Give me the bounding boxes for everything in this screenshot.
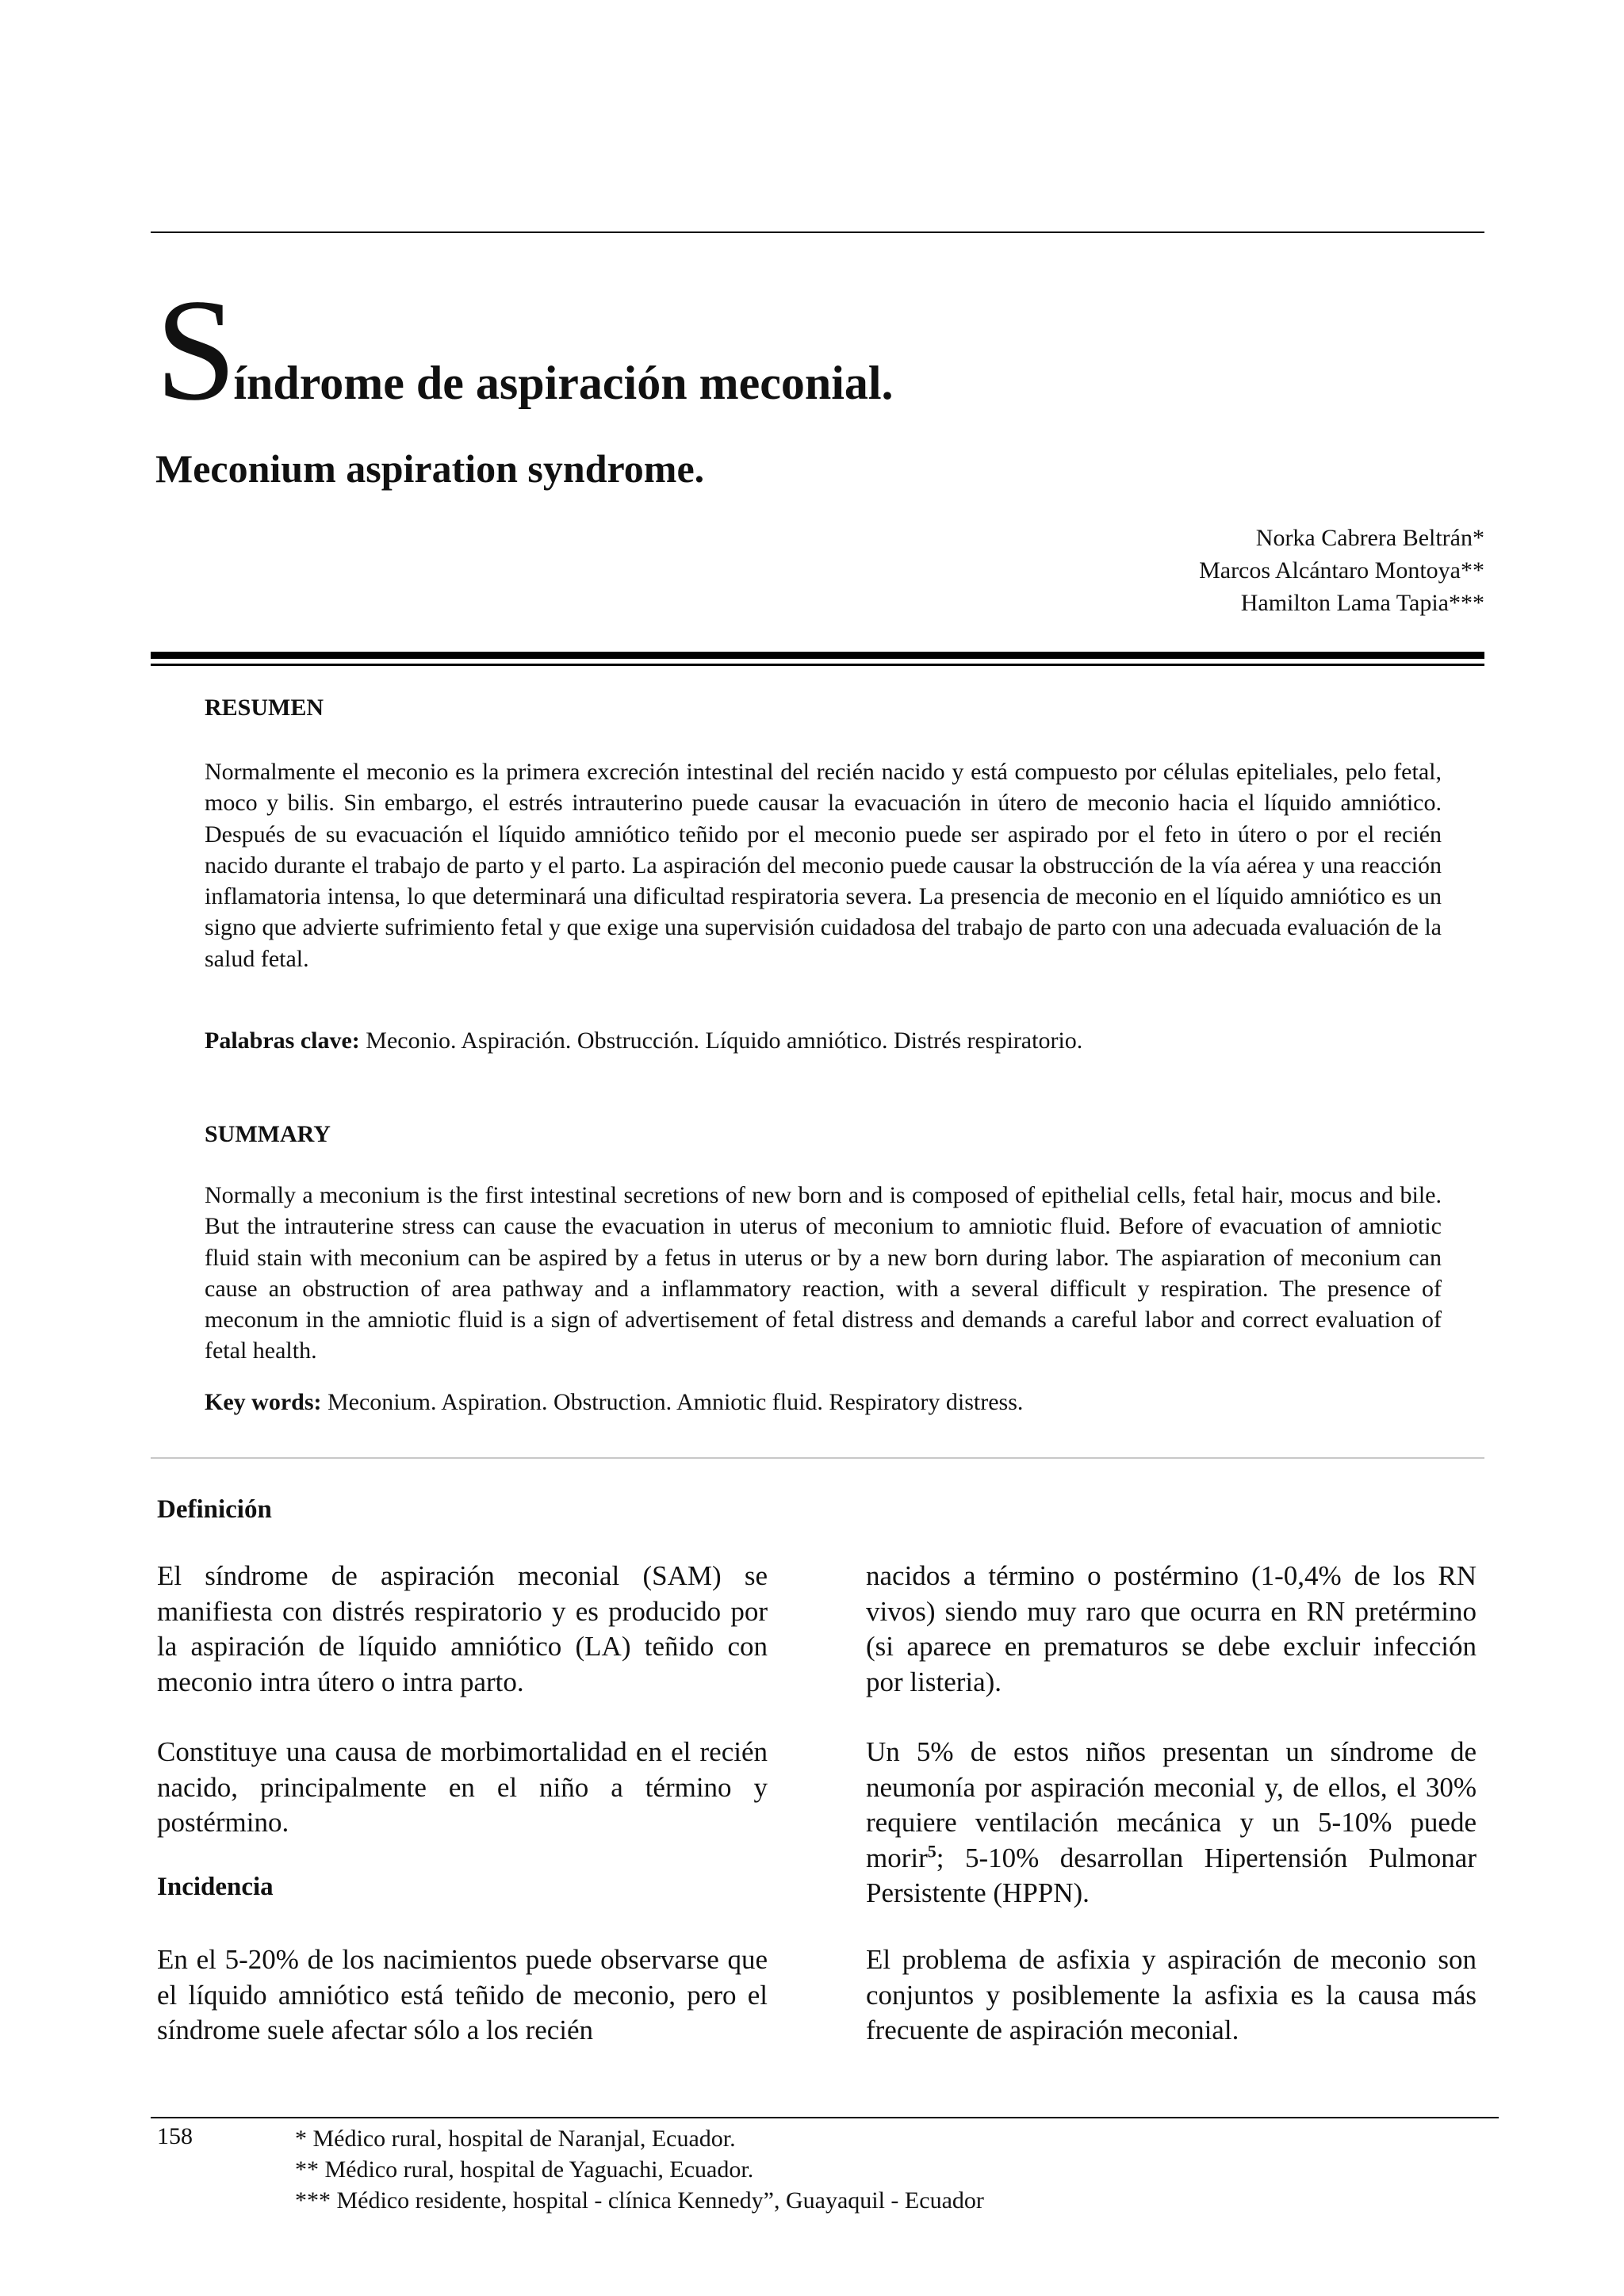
footnotes	[295, 2123, 984, 2216]
keywords-list: Meconium. Aspiration. Obstruction. Amniotic fluid. Respiratory distress.	[327, 1389, 1024, 1415]
keywords-list: Meconio. Aspiración. Obstrucción. Líquido amniótico. Distrés respiratorio.	[366, 1027, 1083, 1054]
body-paragraph	[866, 1735, 1477, 1911]
top-rule	[151, 232, 1484, 233]
footnote: *** Médico residente, hospital - clínica Kennedy”, Guayaquil - Ecuador	[295, 2187, 984, 2214]
author-list	[1199, 522, 1484, 619]
paragraph-text: ; 5-10% desarrollan Hipertensión Pulmonar Persistente (HPPN).	[866, 1842, 1477, 1908]
paragraph-text: Un 5% de estos niños presentan un síndrome de neumonía por aspiración meconial y, de ellos, el 30% requiere ventilación mecánica y un 5-10% puede morir	[866, 1736, 1477, 1873]
resumen-heading: RESUMEN	[205, 695, 324, 721]
summary-body: Normally a meconium is the first intestinal secretions of new born and is composed of epithelial cells, fetal hair, mocus and bile. But the intrauterine stress can cause the evacuation in uterus of meconium to amniotic fluid. Before of evacuation of amniotic fluid stain with meconium can be aspired by a fetus in uterus or by a new born during labor. The aspiaration of meconium can cause an obstruction of area pathway and a inflammatory reaction, with a several difficult y respiration. The presence of meconum in the amniotic fluid is a sign of advertisement of fetal distress and demands a careful labor and correct evaluation of fetal health.	[205, 1182, 1442, 1364]
definicion-heading: Definición	[157, 1495, 272, 1524]
resumen-body: Normalmente el meconio es la primera excreción intestinal del recién nacido y está compuesto por células epiteliales, pelo fetal, moco y bilis. Sin embargo, el estrés intrauterino puede causar la evacuación in útero de meconio hacia el líquido amniótico. Después de su evacuación el líquido amniótico teñido por el meconio puede ser aspirado por el feto in útero o por el recién nacido durante el trabajo de parto y el parto. La aspiración del meconio puede causar la obstrucción de la vía aérea y una reacción inflamatoria intensa, lo que determinará una dificultad respiratoria severa. La presencia de meconio en el líquido amniótico es un signo que advierte sufrimiento fetal y que exige una supervisión cuidadosa del trabajo de parto con una adecuada evaluación de la salud fetal.	[205, 759, 1442, 972]
footnote: * Médico rural, hospital de Naranjal, Ecuador.	[295, 2126, 736, 2152]
keywords-label: Key words:	[205, 1389, 322, 1415]
footnote: ** Médico rural, hospital de Yaguachi, Ecuador.	[295, 2156, 754, 2183]
body-paragraph: En el 5-20% de los nacimientos puede observarse que el líquido amniótico está teñido de meconio, pero el síndrome suele afectar sólo a los recién	[157, 1944, 768, 2045]
article-title	[155, 269, 894, 431]
palabras-clave	[205, 1027, 1442, 1054]
title-text: índrome de aspiración meconial.	[233, 357, 894, 410]
article-subtitle: Meconium aspiration syndrome.	[155, 446, 705, 491]
author-name: Norka Cabrera Beltrán*	[1255, 525, 1484, 551]
header-thin-rule	[151, 664, 1484, 666]
abstract-divider	[151, 1457, 1484, 1459]
incidencia-heading: Incidencia	[157, 1873, 274, 1901]
title-drop-cap: S	[155, 269, 234, 431]
key-words	[205, 1389, 1442, 1416]
summary-heading: SUMMARY	[205, 1121, 331, 1147]
page-number: 158	[157, 2123, 193, 2149]
footer-rule	[151, 2117, 1499, 2118]
reference-marker: 5	[927, 1840, 936, 1861]
header-thick-rule	[151, 652, 1484, 659]
body-paragraph: El síndrome de aspiración meconial (SAM) se manifiesta con distrés respiratorio y es producido por la aspiración de líquido amniótico (LA) teñido con meconio intra útero o intra parto.	[157, 1560, 768, 1697]
author-name: Marcos Alcántaro Montoya**	[1199, 557, 1484, 584]
body-paragraph: El problema de asfixia y aspiración de meconio son conjuntos y posiblemente la asfixia es la causa más frecuente de aspiración meconial.	[866, 1944, 1477, 2045]
author-name: Hamilton Lama Tapia***	[1240, 590, 1484, 616]
body-paragraph: Constituye una causa de morbimortalidad en el recién nacido, principalmente en el niño a término y postérmino.	[157, 1736, 768, 1838]
keywords-label: Palabras clave:	[205, 1027, 360, 1054]
body-paragraph: nacidos a término o postérmino (1-0,4% de los RN vivos) siendo muy raro que ocurra en RN pretérmino (si aparece en prematuros se debe excluir infección por listeria).	[866, 1560, 1477, 1697]
